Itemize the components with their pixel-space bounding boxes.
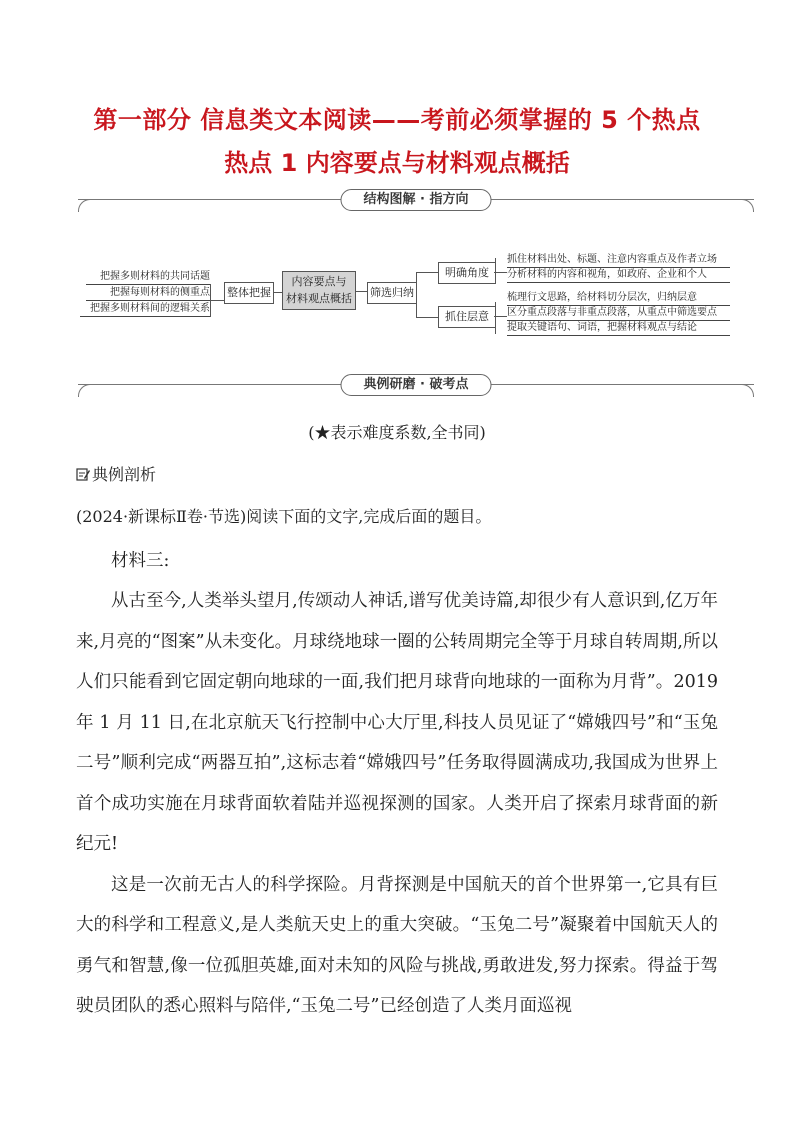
- mindmap-branch-item: 提取关键语句、词语，把握材料观点与结论: [507, 321, 730, 336]
- page-title: 第一部分 信息类文本阅读——考前必须掌握的 5 个热点: [93, 106, 701, 134]
- mindmap-left-item: 把握多则材料的共同话题: [86, 270, 210, 285]
- article-body: [76, 581, 718, 1027]
- section-banner-structure: [78, 189, 754, 211]
- page-subtitle: 热点 1 内容要点与材料观点概括: [224, 149, 570, 177]
- mindmap-branch-item: 区分重点段落与非重点段落，从重点中筛选要点: [507, 306, 730, 321]
- mindmap-node-filter: 筛选归纳: [367, 282, 417, 304]
- section-banner-examples: [78, 374, 754, 396]
- mindmap-node-angle: 明确角度: [438, 262, 496, 284]
- pencil-note-icon: [76, 466, 90, 480]
- paragraph: 从古至今,人类举头望月,传颂动人神话,谱写优美诗篇,却很少有人意识到,亿万年来,月亮的“图案”从未变化。月球绕地球一圈的公转周期完全等于月球自转周期,所以人们只能看到它固定朝向地球的一面,我们把月球背向地球的一面称为月背”。2019 年 1 月 11 日,在北京航天飞行控制中心大厅里,科技人员见证了“嫦娥四号”和“玉兔二号”顺利完成“两器互拍”,这标志着“嫦娥四号”任务取得圆满成功,我国成为世界上首个成功实施在月球背面软着陆并巡视探测的国家。人类开启了探索月球背面的新纪元!: [76, 591, 718, 854]
- mindmap-center-node: 内容要点与 材料观点概括: [282, 271, 356, 310]
- mindmap-left-item: 把握每则材料的侧重点: [86, 286, 210, 301]
- mindmap-branch-item: 分析材料的内容和视角，如政府、企业和个人: [507, 268, 730, 283]
- source-line: (2024·新课标Ⅱ卷·节选)阅读下面的文字,完成后面的题目。: [76, 507, 492, 526]
- mindmap-node-overall: 整体把握: [224, 282, 274, 304]
- mindmap-branch-item: 抓住材料出处、标题、注意内容重点及作者立场: [507, 253, 730, 268]
- material-label: 材料三:: [111, 551, 170, 571]
- banner-label: 典例研磨 · 破考点: [341, 374, 492, 396]
- mindmap-branch-item: 梳理行文思路，给材料切分层次，归纳层意: [507, 291, 730, 306]
- banner-label: 结构图解 · 指方向: [341, 189, 492, 211]
- mindmap-left-item: 把握多则材料间的逻辑关系: [80, 302, 210, 317]
- section-heading: 典例剖析: [76, 462, 156, 485]
- paragraph: 这是一次前无古人的科学探险。月背探测是中国航天的首个世界第一,它具有巨大的科学和工程意义,是人类航天史上的重大突破。“玉兔二号”凝聚着中国航天人的勇气和智慧,像一位孤胆英雄,面对未知的风险与挑战,勇敢进发,努力探索。得益于驾驶员团队的悉心照料与陪伴,“玉兔二号”已经创造了人类月面巡视: [76, 874, 718, 1016]
- difficulty-note: (★表示难度系数,全书同): [308, 423, 486, 442]
- mindmap-node-layer: 抓住层意: [438, 306, 496, 328]
